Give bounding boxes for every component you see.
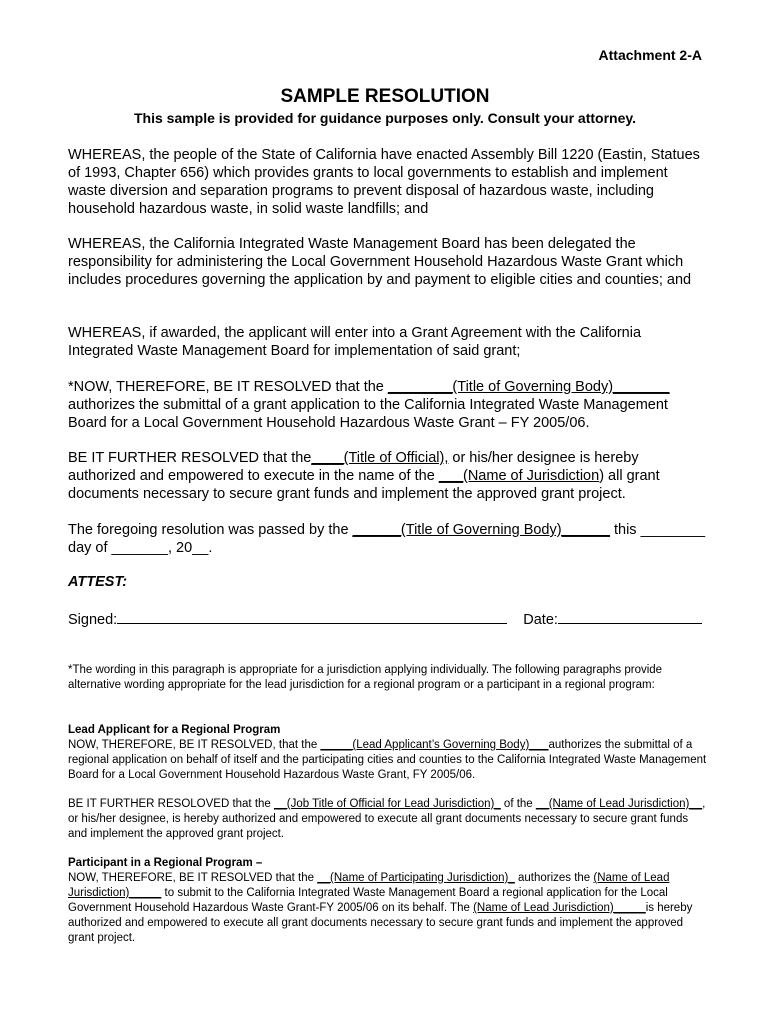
footnote-text: *The wording in this paragraph is appropriate for a jurisdiction applying individually. The following paragraphs provide alternative wording appropriate for the lead jurisdiction for a regional program or a participant in a regional program: (68, 664, 663, 691)
further-resolved-paragraph (68, 449, 708, 503)
participant-heading: Participant in a Regional Program – (68, 857, 263, 869)
year-blank: __ (192, 540, 209, 556)
date-label: Date: (523, 612, 558, 628)
whereas-text-2: WHEREAS, the California Integrated Waste Management Board has been delegated the responsibility for administering the Local Government Household Hazardous Waste Grant which includes procedures governing the application by and payment to eligible cities and counties; and (68, 236, 692, 288)
participant-lead-jurisdiction-field-2: (Name of Lead Jurisdiction)_____ (473, 902, 646, 914)
month-blank: _______ (111, 540, 168, 556)
signed-label: Signed: (68, 612, 118, 628)
foregoing-paragraph (68, 521, 708, 557)
whereas-paragraph-1 (68, 146, 708, 218)
lead-further-suffix: , or his/her designee, is hereby authorized and empowered to execute all grant documents necessary to secure grant funds and implement the approved grant project. (68, 798, 706, 840)
resolved-suffix: authorizes the submittal of a grant application to the California Integrated Waste Management Board for a Local Government Household Hazardous Waste Grant – FY 2005/06. (68, 397, 668, 431)
whereas-text-1: WHEREAS, the people of the State of California have enacted Assembly Bill 1220 (Eastin, Statues of 1993, Chapter 656) which provides grants to local governments to establish and implement waste diversion and separation programs to prevent disposal of hazardous waste, including household hazardous waste, in solid waste landfills; and (68, 147, 700, 217)
participant-lead-jurisdiction-field-1: (Name of Lead Jurisdiction)_____ (68, 872, 670, 899)
lead-further-mid: of the (500, 798, 536, 810)
date-line[interactable] (558, 609, 702, 624)
year-prefix: , 20 (167, 540, 193, 556)
attest-label: ATTEST: (68, 574, 128, 590)
participant-suffix: is hereby authorized and empowered to execute all grant documents necessary to secure grant funds and implement the approved grant project. (68, 902, 693, 944)
lead-suffix: authorizes the submittal of a regional application on behalf of itself and the participating cities and counties to the California Integrated Waste Management Board for a Local Government Household Hazardous Waste Grant, FY 2005/06. (68, 739, 707, 781)
whereas-paragraph-2 (68, 235, 708, 289)
title-of-official-field: ____(Title of Official), (311, 450, 449, 466)
name-of-jurisdiction-field: ___(Name of Jurisdiction (438, 468, 600, 484)
lead-governing-body-field: _____(Lead Applicant’s Governing Body)___ (320, 739, 549, 751)
lead-prefix: NOW, THEREFORE, BE IT RESOLVED, that the (68, 739, 321, 751)
document-title: SAMPLE RESOLUTION (280, 86, 490, 107)
lead-further-section (68, 797, 708, 842)
foregoing-end: . (208, 540, 213, 556)
resolved-prefix: *NOW, THEREFORE, BE IT RESOLVED that the (68, 379, 388, 395)
further-suffix: ) all grant documents necessary to secure grant funds and implement the approved grant project. (68, 468, 660, 502)
document-subtitle: This sample is provided for guidance purposes only. Consult your attorney. (133, 110, 636, 126)
foregoing-this: this (609, 522, 641, 538)
lead-applicant-heading: Lead Applicant for a Regional Program (68, 724, 281, 736)
lead-applicant-section (68, 723, 708, 783)
day-of-text: day of (68, 540, 112, 556)
lead-jurisdiction-field: __(Name of Lead Jurisdiction)__ (535, 798, 703, 810)
whereas-text-3: WHEREAS, if awarded, the applicant will enter into a Grant Agreement with the California Integrated Waste Management Board for implementation of said grant; (68, 325, 642, 359)
foregoing-governing-body-field: ______(Title of Governing Body)______ (352, 522, 610, 538)
signature-row (68, 609, 708, 628)
further-mid: or his/her designee is hereby authorized and empowered to execute in the name of the (68, 450, 639, 484)
participant-section (68, 856, 708, 946)
governing-body-field: ________(Title of Governing Body)_______ (387, 379, 670, 395)
signature-line[interactable] (117, 609, 507, 624)
participant-mid-2: to submit to the California Integrated Waste Management Board a regional application for the Local Government Household Hazardous Waste Grant-FY 2005/06 on its behalf. The (68, 887, 668, 914)
attachment-label: Attachment 2-A (598, 47, 702, 63)
footnote-paragraph (68, 663, 708, 693)
day-blank: ________ (640, 522, 706, 538)
participant-mid-1: authorizes the (514, 872, 594, 884)
foregoing-prefix: The foregoing resolution was passed by the (68, 522, 353, 538)
whereas-paragraph-3 (68, 324, 708, 360)
participating-jurisdiction-field: __(Name of Participating Jurisdiction)_ (317, 872, 515, 884)
participant-prefix: NOW, THEREFORE, BE IT RESOLVED that the (68, 872, 318, 884)
job-title-field: __(Job Title of Official for Lead Jurisdiction)_ (274, 798, 501, 810)
lead-further-prefix: BE IT FURTHER RESOLOVED that the (68, 798, 275, 810)
further-prefix: BE IT FURTHER RESOLVED that the (68, 450, 312, 466)
resolved-paragraph (68, 378, 708, 432)
